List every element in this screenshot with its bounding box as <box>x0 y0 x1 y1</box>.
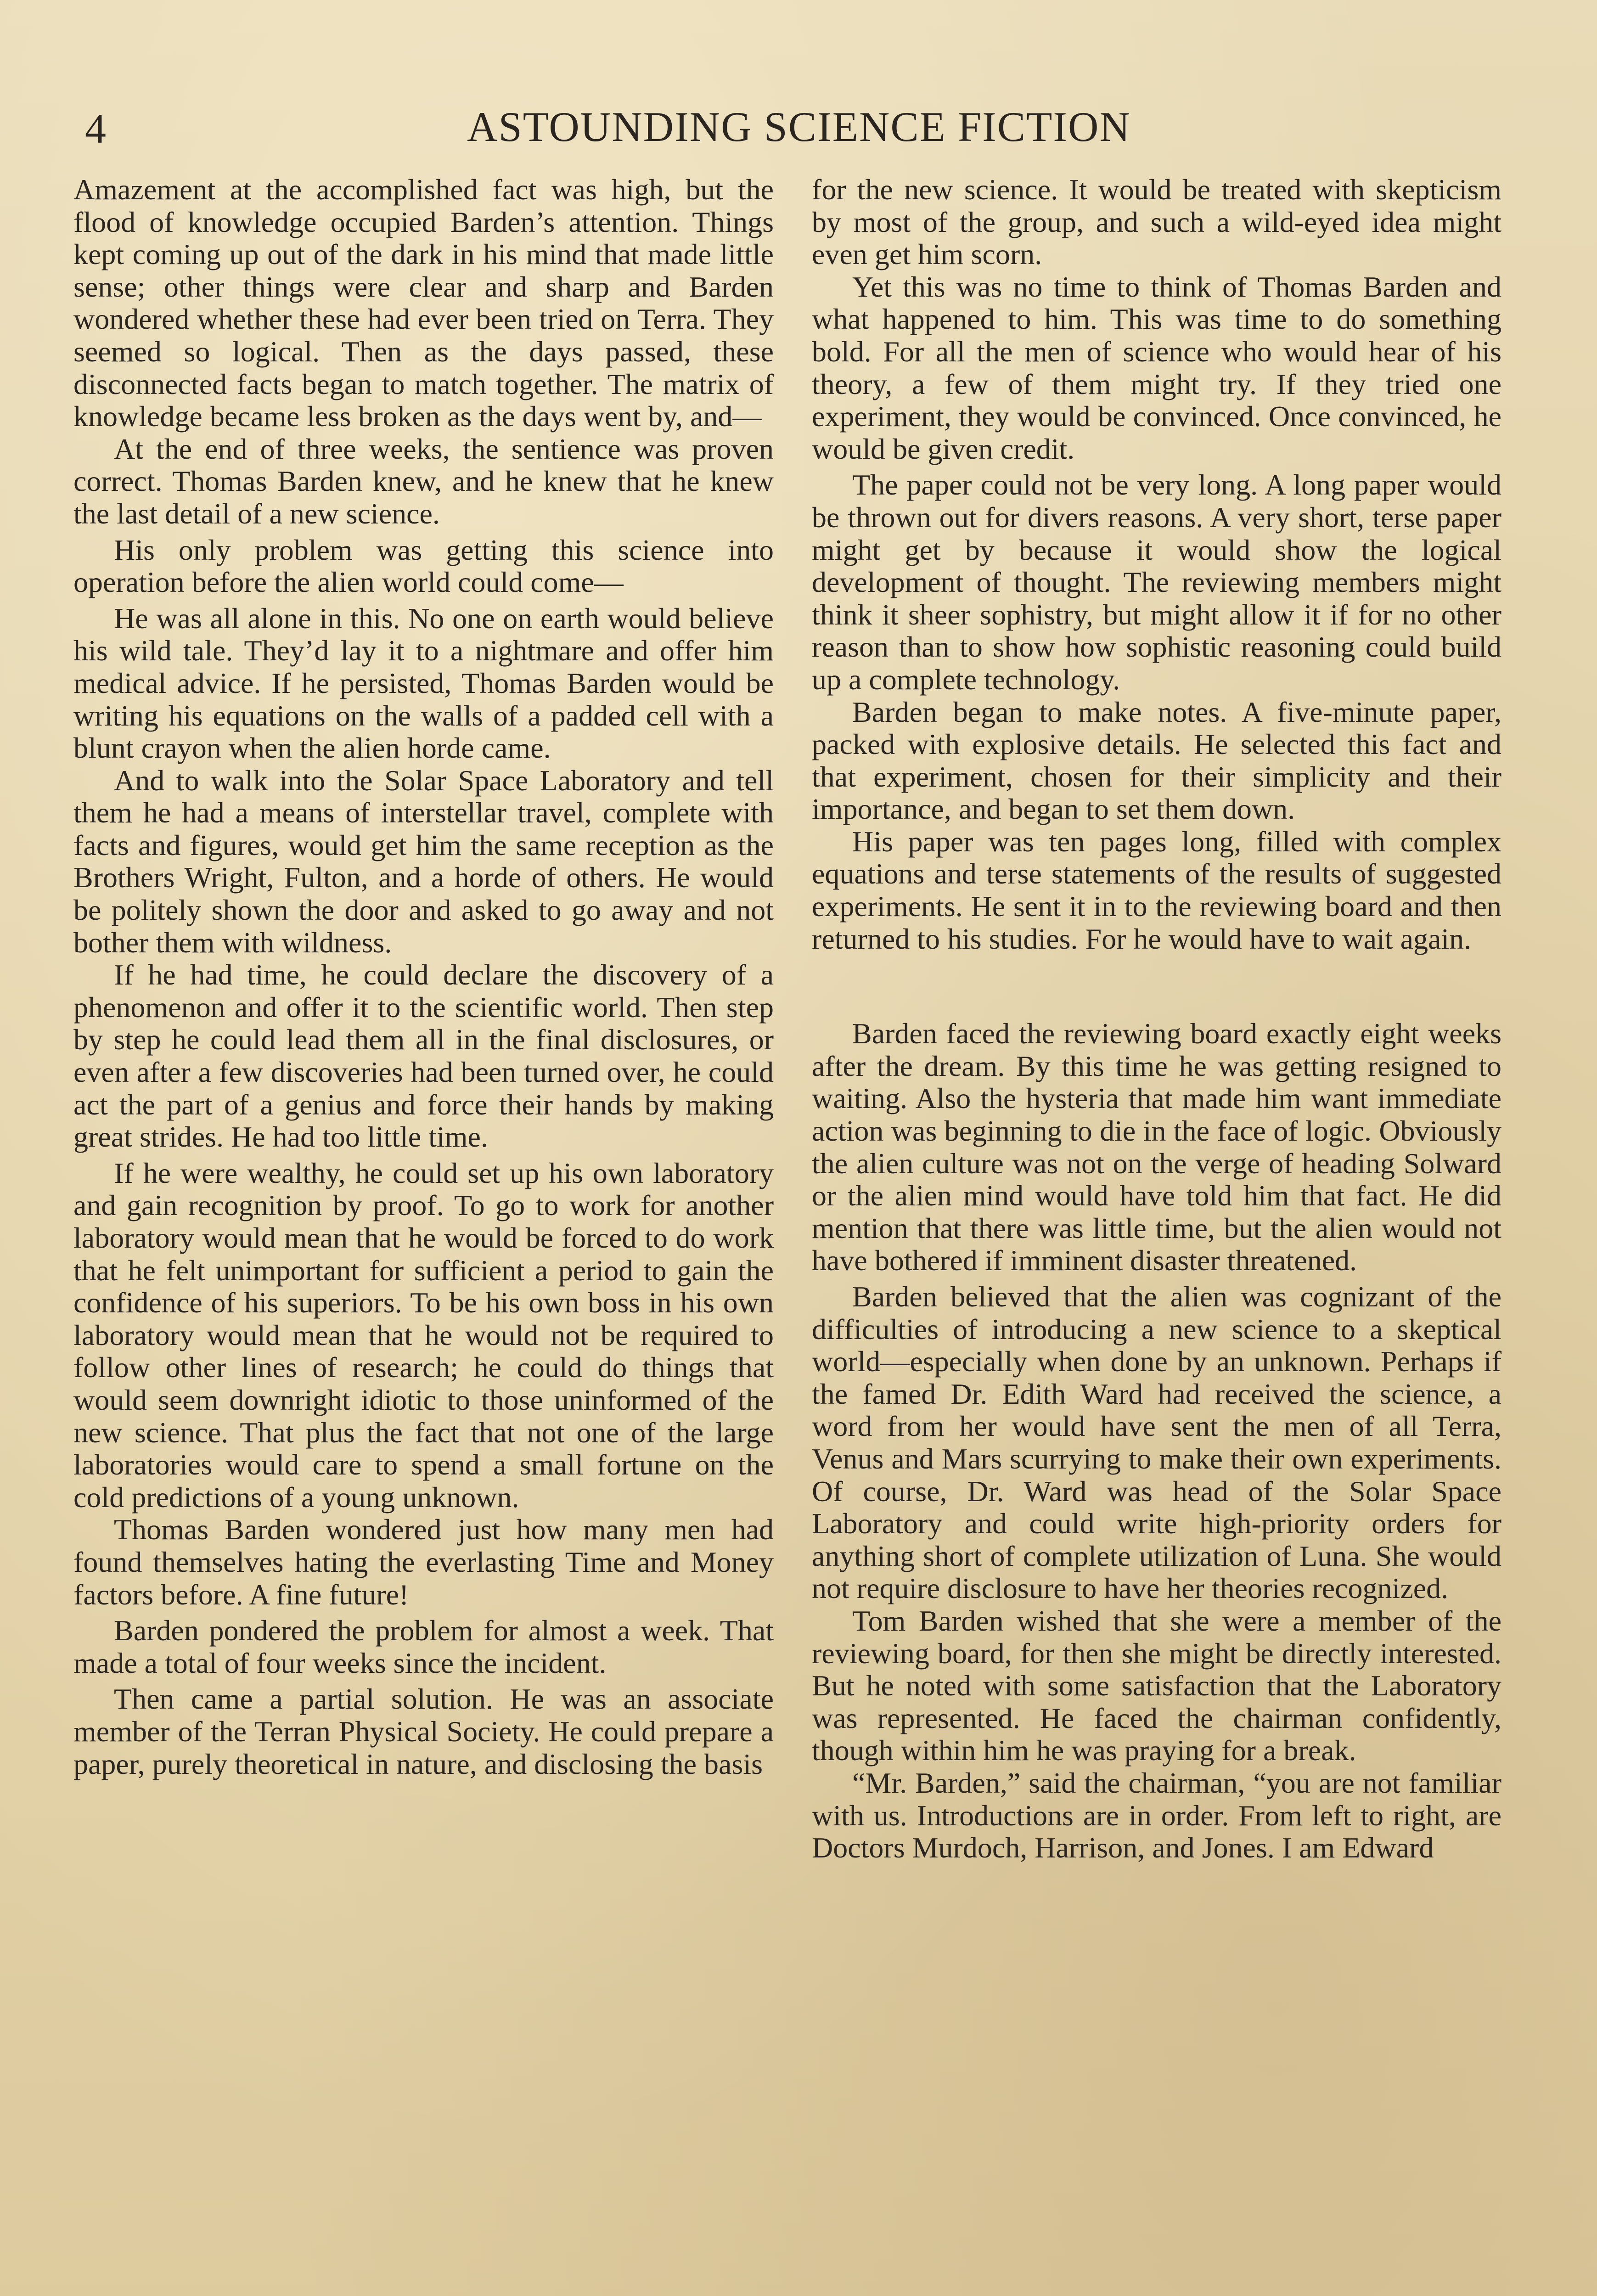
paragraph: His paper was ten pages long, filled with complex equations and terse statements of the results of suggested experiments. He sent it in to the reviewing board and then returned to his studies. For he would have to wait again. <box>812 825 1501 955</box>
right-column <box>812 174 1501 1864</box>
paragraph: And to walk into the Solar Space Laboratory and tell them he had a means of interstellar travel, complete with facts and figures, would get him the same reception as the Brothers Wright, Fulton, and a horde of others. He would be politely shown the door and asked to go away and not bother them with wildness. <box>73 764 774 959</box>
paragraph: Amazement at the accomplished fact was high, but the flood of knowledge occupied Barden’s attention. Things kept coming up out of the dark in his mind that made little sense; other things were clear and sharp and Barden wondered whether these had ever been tried on Terra. They seemed so logical. Then as the days passed, these disconnected facts began to match together. The matrix of knowledge became less broken as the days went by, and— <box>73 173 774 433</box>
paragraph: Barden began to make notes. A five-minute paper, packed with explosive details. He selected this fact and that experiment, chosen for their simplicity and their importance, and began to set them down. <box>812 695 1501 826</box>
paragraph: Barden pondered the problem for almost a week. That made a total of four weeks since the incident. <box>73 1614 774 1679</box>
paragraph: Yet this was no time to think of Thomas Barden and what happened to him. This was time to do something bold. For all the men of science who would hear of his theory, a few of them might try. If they tried one experiment, they would be convinced. Once convinced, he would be given credit. <box>812 270 1501 465</box>
paragraph: for the new science. It would be treated with skepticism by most of the group, and such a wild-eyed idea might even get him scorn. <box>812 173 1501 271</box>
paragraph: Then came a partial solution. He was an associate member of the Terran Physical Society. He could prepare a paper, purely theoretical in nature, and disclosing the basis <box>73 1683 774 1780</box>
paragraph: Tom Barden wished that she were a member of the reviewing board, for then she might be directly interested. But he noted with some satisfaction that the Laboratory was represented. He faced the chairman confidently, though within him he was praying for a break. <box>812 1604 1501 1767</box>
left-column <box>73 174 774 1780</box>
paragraph: “Mr. Barden,” said the chairman, “you are not familiar with us. Introductions are in order. From left to right, are Doctors Murdoch, Harrison, and Jones. I am Edward <box>812 1766 1501 1864</box>
paragraph: At the end of three weeks, the sentience was proven correct. Thomas Barden knew, and he knew that he knew the last detail of a new science. <box>73 432 774 530</box>
paragraph: Barden faced the reviewing board exactly eight weeks after the dream. By this time he was getting resigned to waiting. Also the hysteria that made him want immediate action was beginning to die in the face of logic. Obviously the alien culture was not on the verge of heading Solward or the alien mind would have told him that fact. He did mention that there was little time, but the alien would not have bothered if imminent disaster threatened. <box>812 1017 1501 1277</box>
paragraph: He was all alone in this. No one on earth would believe his wild tale. They’d lay it to a nightmare and offer him medical advice. If he persisted, Thomas Barden would be writing his equations on the walls of a padded cell with a blunt crayon when the alien horde came. <box>73 602 774 765</box>
paragraph: His only problem was getting this science into operation before the alien world could come— <box>73 533 774 599</box>
paragraph: Barden believed that the alien was cognizant of the difficulties of introducing a new science to a skeptical world—especially when done by an unknown. Perhaps if the famed Dr. Edith Ward had received the science, a word from her would have sent the men of all Terra, Venus and Mars scurrying to make their own experiments. Of course, Dr. Ward was head of the Solar Space Laboratory and could write high-priority orders for anything short of complete utilization of Luna. She would not require disclosure to have her theories recognized. <box>812 1280 1501 1605</box>
paragraph: If he were wealthy, he could set up his own laboratory and gain recognition by proof. To go to work for another laboratory would mean that he would be forced to do work that he felt unimportant for sufficient a period to gain the confidence of his superiors. To be his own boss in his own laboratory would mean that he would not be required to follow other lines of research; he could do things that would seem downright idiotic to those uninformed of the new science. That plus the fact that not one of the large laboratories would care to spend a small fortune on the cold predictions of a young unknown. <box>73 1156 774 1514</box>
paragraph: The paper could not be very long. A long paper would be thrown out for divers reasons. A very short, terse paper might get by because it would show the logical development of thought. The reviewing members might think it sheer sophistry, but might allow it if for no other reason than to show how sophistic reasoning could build up a complete technology. <box>812 468 1501 696</box>
paragraph: Thomas Barden wondered just how many men had found themselves hating the everlasting Time and Money factors before. A fine future! <box>73 1513 774 1611</box>
page-number: 4 <box>85 105 106 152</box>
paragraph: If he had time, he could declare the discovery of a phenomenon and offer it to the scientific world. Then step by step he could lead them all in the final disclosures, or even after a few discoveries had been turned over, he could act the part of a genius and force their hands by making great strides. He had too little time. <box>73 958 774 1154</box>
running-head: ASTOUNDING SCIENCE FICTION <box>467 103 1131 150</box>
